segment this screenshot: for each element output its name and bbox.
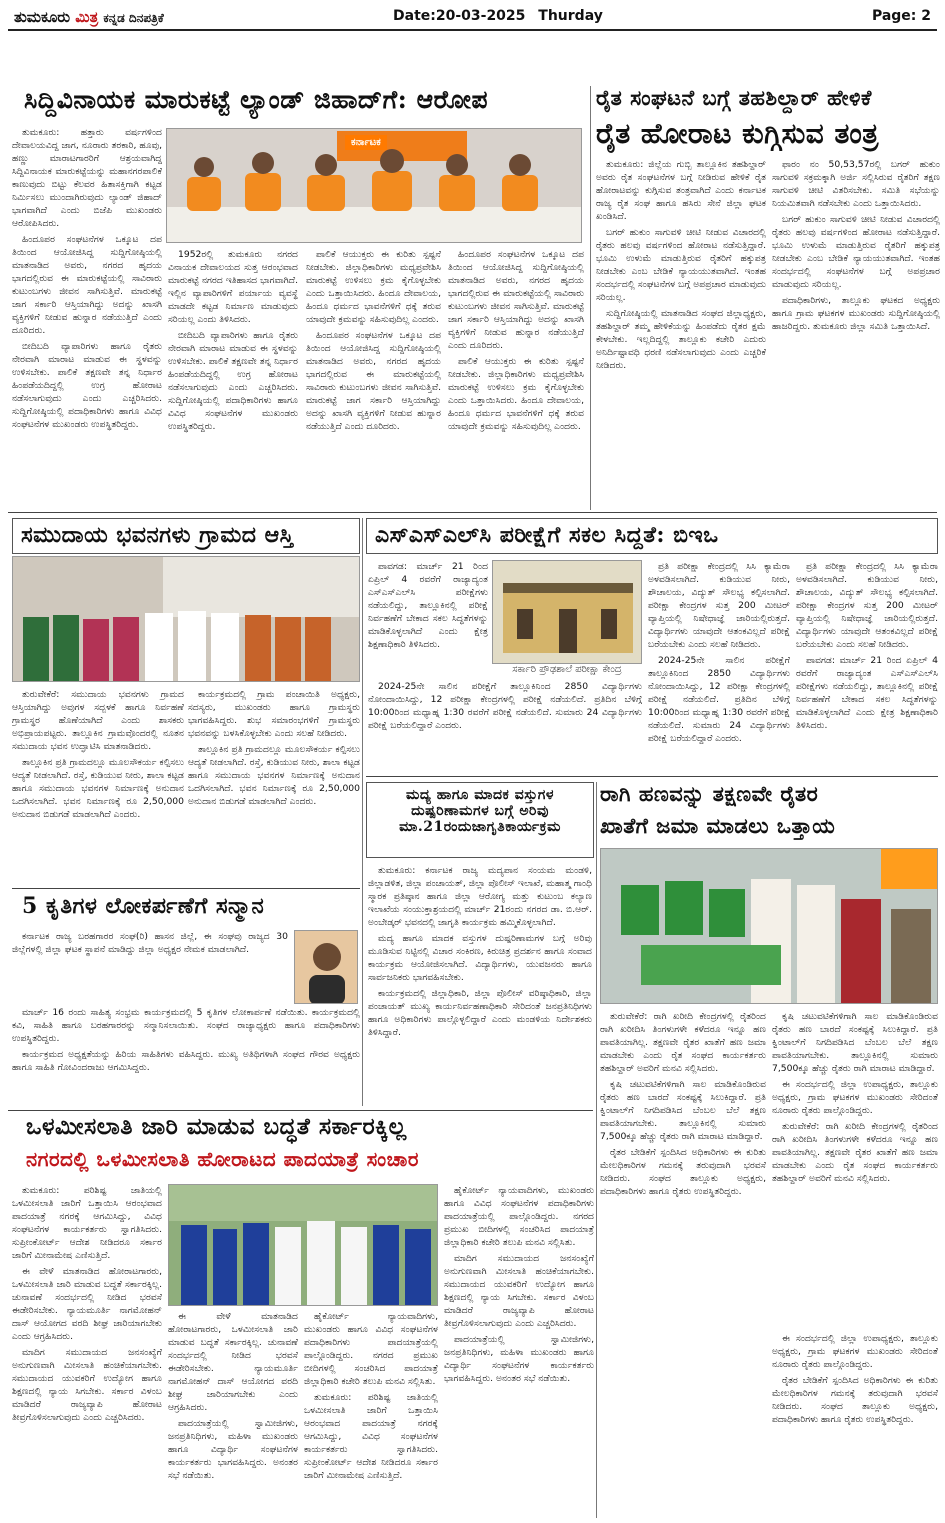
paragraph: ಬೀದಿಬದಿ ವ್ಯಾಪಾರಿಗಳು ಹಾಗೂ ರೈತರು ನೇರವಾಗಿ ಮಾರಾಟ ಮಾಡುವ ಈ ಸ್ಥಳವನ್ನು ಉಳಿಸಬೇಕು. ಪಾಲಿಕೆ ತಕ್ಷಣವೇ ತನ್ನ ನಿರ್ಧಾರ ಹಿಂಪಡೆಯದಿದ್ದಲ್ಲಿ ಉಗ್ರ ಹೋರಾಟ ನಡೆಸಲಾಗುವುದು ಎಂದು ಎಚ್ಚರಿಸಿದರು. ಸುದ್ದಿಗೋಷ್ಠಿಯಲ್ಲಿ ಪದಾಧಿಕಾರಿಗಳು ಹಾಗೂ ವಿವಿಧ ಸಂಘಟನೆಗಳ ಮುಖಂಡರು ಉಪಸ್ಥಿತರಿದ್ದರು. <box>12 341 162 430</box>
headline-sslc: ಎಸ್‌ಎಸ್‌ಎಲ್‌ಸಿ ಪರೀಕ್ಷೆಗೆ ಸಕಲ ಸಿದ್ದತೆ: ಬಿಇಒ <box>366 518 938 554</box>
article-reservation-col2 <box>168 1310 298 1518</box>
paragraph: ಈ ವೇಳೆ ಮಾತನಾಡಿದ ಹೋರಾಟಗಾರರು, ಒಳಮೀಸಲಾತಿ ಜಾರಿ ಮಾಡುವ ಬದ್ಧತೆ ಸರ್ಕಾರಕ್ಕಿಲ್ಲ. ಚುನಾವಣೆ ಸಂದರ್ಭದಲ್ಲಿ ನೀಡಿದ ಭರವಸೆ ಈಡೇರಿಸಬೇಕು. ನ್ಯಾಯಮೂರ್ತಿ ನಾಗಮೋಹನ್ ದಾಸ್ ಆಯೋಗದ ವರದಿ ಶೀಘ್ರ ಜಾರಿಯಾಗಬೇಕು ಎಂದು ಆಗ್ರಹಿಸಿದರು. <box>168 1311 298 1413</box>
day-label: Thurday <box>538 8 603 24</box>
page-number: Page: 2 <box>871 8 931 24</box>
top-rule <box>8 29 937 31</box>
dateline <box>393 8 603 24</box>
photo-banner: ಕರ್ನಾಟಕ <box>345 135 387 150</box>
press-meet-photo <box>166 128 582 243</box>
article-sslc-col4 <box>796 560 938 772</box>
article-reservation-col3 <box>304 1310 438 1518</box>
section-rule <box>8 1110 593 1111</box>
article-land-jihad-col3 <box>306 248 441 510</box>
paragraph: ತುಮಕೂರು: ಹತ್ತಾರು ವರ್ಷಗಳಿಂದ ದೇವಾಲಯವಿದ್ದ ಜಾಗ, ನೂರಾರು ತರಕಾರಿ, ಹೂವು, ಹಣ್ಣು ಮಾರಾಟಗಾರರಿಗೆ ಆಶ್ರಯವಾಗಿದ್ದ ಸಿದ್ದಿವಿನಾಯಕ ಮಾರುಕಟ್ಟೆಯನ್ನು ಮಹಾನಗರಪಾಲಿಕೆ ಕಾಣುವುದು ಬಿಟ್ಟು ಕೆಲವರ ಹಿತಾಸಕ್ತಿಗಾಗಿ ಕಟ್ಟಡ ನಿರ್ಮಿಸಲು ಮುಂದಾಗಿರುವುದು ಲ್ಯಾಂಡ್ ಜಿಹಾದ್ ಭಾಗವಾಗಿದೆ ಎಂದು ಬಿಜೆಪಿ ಮುಖಂಡರು ಆರೋಪಿಸಿದರು. <box>12 127 162 229</box>
article-ragi-col1 <box>600 1010 766 1328</box>
article-books-release-body <box>12 1006 360 1106</box>
date-label: Date:20-03-2025 <box>393 8 526 24</box>
brand-accent: ಮಿತ್ರ <box>75 8 99 26</box>
paragraph: ಕಾರ್ಯಕ್ರಮದಲ್ಲಿ ಜಿಲ್ಲಾಧಿಕಾರಿ, ಜಿಲ್ಲಾ ಪೊಲೀಸ್ ವರಿಷ್ಠಾಧಿಕಾರಿ, ಜಿಲ್ಲಾ ಪಂಚಾಯತ್ ಮುಖ್ಯ ಕಾರ್ಯನಿರ್ವಹಣಾಧಿಕಾರಿ ಸೇರಿದಂತೆ ಜನಪ್ರತಿನಿಧಿಗಳು ಹಾಗೂ ಅಧಿಕಾರಿಗಳು ಪಾಲ್ಗೊಳ್ಳಲಿದ್ದಾರೆ ಎಂದು ಮಂಡಳಿಯ ನಿರ್ದೇಶಕರು ತಿಳಿಸಿದ್ದಾರೆ. <box>368 988 592 1038</box>
paragraph: ರೈತರ ಬೇಡಿಕೆಗೆ ಸ್ಪಂದಿಸಿದ ಅಧಿಕಾರಿಗಳು ಈ ಕುರಿತು ಮೇಲಧಿಕಾರಿಗಳ ಗಮನಕ್ಕೆ ತರುವುದಾಗಿ ಭರವಸೆ ನೀಡಿದರು. ಸಂಘದ ತಾಲ್ಲೂಕು ಅಧ್ಯಕ್ಷರು, ಪದಾಧಿಕಾರಿಗಳು ಹಾಗೂ ರೈತರು ಉಪಸ್ಥಿತರಿದ್ದರು. <box>772 1375 938 1425</box>
paragraph: 2024-25ನೇ ಸಾಲಿನ ಪರೀಕ್ಷೆಗೆ ತಾಲ್ಲೂಕಿನಿಂದ 2850 ವಿದ್ಯಾರ್ಥಿಗಳು ನೋಂದಾಯಿಸಿದ್ದು, 12 ಪರೀಕ್ಷಾ ಕೇಂದ್ರಗಳಲ್ಲಿ ಪರೀಕ್ಷೆ ನಡೆಯಲಿದೆ. ಪ್ರತಿದಿನ ಬೆಳಿಗ್ಗೆ 10:00ರಿಂದ ಮಧ್ಯಾಹ್ನ 1:30 ರವರೆಗೆ ಪರೀಕ್ಷೆ ನಡೆಯಲಿದೆ. ಸುಮಾರು 24 ವಿದ್ಯಾರ್ಥಿಗಳು ಪರೀಕ್ಷೆ ಬರೆಯಲಿದ್ದಾರೆ ಎಂದರು. <box>648 655 790 744</box>
protest-illustration <box>601 849 938 1004</box>
ragi-protest-photo <box>600 848 938 1004</box>
alcohol-awareness-headline-box <box>366 782 594 858</box>
paragraph: ಮಾದಿಗ ಸಮುದಾಯದ ಜನಸಂಖ್ಯೆಗೆ ಅನುಗುಣವಾಗಿ ಮೀಸಲಾತಿ ಹಂಚಿಕೆಯಾಗಬೇಕು. ಸಮುದಾಯದ ಯುವಕರಿಗೆ ಉದ್ಯೋಗ ಹಾಗೂ ಶಿಕ್ಷಣದಲ್ಲಿ ನ್ಯಾಯ ಸಿಗಬೇಕು. ಸರ್ಕಾರ ವಿಳಂಬ ಮಾಡಿದರೆ ರಾಜ್ಯವ್ಯಾಪಿ ಹೋರಾಟ ತೀವ್ರಗೊಳಿಸಲಾಗುವುದು ಎಂದು ಎಚ್ಚರಿಸಿದರು. <box>12 1347 162 1423</box>
school-photo-caption: ಸರ್ಕಾರಿ ಪ್ರೌಢಶಾಲೆ ಪರೀಕ್ಷಾ ಕೇಂದ್ರ <box>512 664 622 675</box>
headline-alcohol-line2: ದುಷ್ಪರಿಣಾಮಗಳ ಬಗ್ಗೆ ಅರಿವು <box>411 803 549 820</box>
headline-alcohol-line3: ಮಾ.21ರಂದುಜಾಗೃತಿಕಾರ್ಯಕ್ರಮ <box>399 819 561 836</box>
article-sslc-col1 <box>368 560 488 664</box>
paragraph: ಬೀದಿಬದಿ ವ್ಯಾಪಾರಿಗಳು ಹಾಗೂ ರೈತರು ನೇರವಾಗಿ ಮಾರಾಟ ಮಾಡುವ ಈ ಸ್ಥಳವನ್ನು ಉಳಿಸಬೇಕು. ಪಾಲಿಕೆ ತಕ್ಷಣವೇ ತನ್ನ ನಿರ್ಧಾರ ಹಿಂಪಡೆಯದಿದ್ದಲ್ಲಿ ಉಗ್ರ ಹೋರಾಟ ನಡೆಸಲಾಗುವುದು ಎಂದು ಎಚ್ಚರಿಸಿದರು. ಸುದ್ದಿಗೋಷ್ಠಿಯಲ್ಲಿ ಪದಾಧಿಕಾರಿಗಳು ಹಾಗೂ ವಿವಿಧ ಸಂಘಟನೆಗಳ ಮುಖಂಡರು ಉಪಸ್ಥಿತರಿದ್ದರು. <box>168 330 298 432</box>
article-farmer-union-col2 <box>772 158 940 510</box>
paragraph: ಪಾಲಿಕೆ ಆಯುಕ್ತರು ಈ ಕುರಿತು ಸ್ಪಷ್ಟನೆ ನೀಡಬೇಕು. ಜಿಲ್ಲಾಧಿಕಾರಿಗಳು ಮಧ್ಯಪ್ರವೇಶಿಸಿ ಮಾರುಕಟ್ಟೆ ಉಳಿಸಲು ಕ್ರಮ ಕೈಗೊಳ್ಳಬೇಕು ಎಂದು ಒತ್ತಾಯಿಸಿದರು. ಹಿಂದೂ ದೇವಾಲಯ, ಹಿಂದೂ ಧರ್ಮದ ಭಾವನೆಗಳಿಗೆ ಧಕ್ಕೆ ತರುವ ಯಾವುದೇ ಕ್ರಮವನ್ನು ಸಹಿಸುವುದಿಲ್ಲ ಎಂದರು. <box>448 356 584 432</box>
paragraph: ಕೃಷಿ ಚಟುವಟಿಕೆಗಳಿಗಾಗಿ ಸಾಲ ಮಾಡಿಕೊಂಡಿರುವ ರೈತರು ಹಣ ಬಾರದೆ ಸಂಕಷ್ಟಕ್ಕೆ ಸಿಲುಕಿದ್ದಾರೆ. ಪ್ರತಿ ಕ್ವಿಂಟಾಲ್‌ಗೆ ನಿಗದಿಪಡಿಸಿದ ಬೆಂಬಲ ಬೆಲೆ ತಕ್ಷಣ ಪಾವತಿಯಾಗಬೇಕು. ತಾಲ್ಲೂಕಿನಲ್ಲಿ ಸುಮಾರು 7,500ಕ್ಕೂ ಹೆಚ್ಚು ರೈತರು ರಾಗಿ ಮಾರಾಟ ಮಾಡಿದ್ದಾರೆ. <box>772 1011 938 1074</box>
article-ragi-col2b <box>772 1332 938 1518</box>
paragraph: ಬಗರ್ ಹುಕುಂ ಸಾಗುವಳಿ ಚೀಟಿ ನೀಡುವ ವಿಚಾರದಲ್ಲಿ ರೈತರು ಹಲವು ವರ್ಷಗಳಿಂದ ಹೋರಾಟ ನಡೆಸುತ್ತಿದ್ದಾರೆ. ಭೂಮಿ ಉಳುಮೆ ಮಾಡುತ್ತಿರುವ ರೈತರಿಗೆ ಹಕ್ಕುಪತ್ರ ನೀಡಬೇಕು ಎಂಬ ಬೇಡಿಕೆ ನ್ಯಾಯಯುತವಾಗಿದೆ. ಇಂತಹ ಸಂದರ್ಭದಲ್ಲಿ ಸಂಘಟನೆಗಳ ಬಗ್ಗೆ ಅಪಪ್ರಚಾರ ಮಾಡುವುದು ಸರಿಯಲ್ಲ. <box>772 214 940 290</box>
paragraph: ಮಾದಿಗ ಸಮುದಾಯದ ಜನಸಂಖ್ಯೆಗೆ ಅನುಗುಣವಾಗಿ ಮೀಸಲಾತಿ ಹಂಚಿಕೆಯಾಗಬೇಕು. ಸಮುದಾಯದ ಯುವಕರಿಗೆ ಉದ್ಯೋಗ ಹಾಗೂ ಶಿಕ್ಷಣದಲ್ಲಿ ನ್ಯಾಯ ಸಿಗಬೇಕು. ಸರ್ಕಾರ ವಿಳಂಬ ಮಾಡಿದರೆ ರಾಜ್ಯವ್ಯಾಪಿ ಹೋರಾಟ ತೀವ್ರಗೊಳಿಸಲಾಗುವುದು ಎಂದು ಎಚ್ಚರಿಸಿದರು. <box>444 1253 594 1329</box>
headline-books-release: 5 ಕೃತಿಗಳ ಲೋಕರ್ಪಣೆಗೆ ಸನ್ಮಾನ <box>22 893 265 919</box>
brand-subtitle: ಕನ್ನಡ ದಿನಪತ್ರಿಕೆ <box>103 11 164 25</box>
paragraph: 2024-25ನೇ ಸಾಲಿನ ಪರೀಕ್ಷೆಗೆ ತಾಲ್ಲೂಕಿನಿಂದ 2850 ವಿದ್ಯಾರ್ಥಿಗಳು ನೋಂದಾಯಿಸಿದ್ದು, 12 ಪರೀಕ್ಷಾ ಕೇಂದ್ರಗಳಲ್ಲಿ ಪರೀಕ್ಷೆ ನಡೆಯಲಿದೆ. ಪ್ರತಿದಿನ ಬೆಳಿಗ್ಗೆ 10:00ರಿಂದ ಮಧ್ಯಾಹ್ನ 1:30 ರವರೆಗೆ ಪರೀಕ್ಷೆ ನಡೆಯಲಿದೆ. ಸುಮಾರು 24 ವಿದ್ಯಾರ್ಥಿಗಳು ಪರೀಕ್ಷೆ ಬರೆಯಲಿದ್ದಾರೆ ಎಂದರು. <box>368 681 642 731</box>
paragraph: ರೈತರ ಬೇಡಿಕೆಗೆ ಸ್ಪಂದಿಸಿದ ಅಧಿಕಾರಿಗಳು ಈ ಕುರಿತು ಮೇಲಧಿಕಾರಿಗಳ ಗಮನಕ್ಕೆ ತರುವುದಾಗಿ ಭರವಸೆ ನೀಡಿದರು. ಸಂಘದ ತಾಲ್ಲೂಕು ಅಧ್ಯಕ್ಷರು, ಪದಾಧಿಕಾರಿಗಳು ಹಾಗೂ ರೈತರು ಉಪಸ್ಥಿತರಿದ್ದರು. <box>600 1147 766 1197</box>
paragraph: ಈ ವೇಳೆ ಮಾತನಾಡಿದ ಹೋರಾಟಗಾರರು, ಒಳಮೀಸಲಾತಿ ಜಾರಿ ಮಾಡುವ ಬದ್ಧತೆ ಸರ್ಕಾರಕ್ಕಿಲ್ಲ. ಚುನಾವಣೆ ಸಂದರ್ಭದಲ್ಲಿ ನೀಡಿದ ಭರವಸೆ ಈಡೇರಿಸಬೇಕು. ನ್ಯಾಯಮೂರ್ತಿ ನಾಗಮೋಹನ್ ದಾಸ್ ಆಯೋಗದ ವರದಿ ಶೀಘ್ರ ಜಾರಿಯಾಗಬೇಕು ಎಂದು ಆಗ್ರಹಿಸಿದರು. <box>12 1266 162 1342</box>
article-alcohol-awareness <box>368 864 592 1104</box>
brand-main: ತುಮಕೂರು <box>14 8 71 26</box>
paragraph: ಈ ಸಂದರ್ಭದಲ್ಲಿ ಜಿಲ್ಲಾ ಉಪಾಧ್ಯಕ್ಷರು, ತಾಲ್ಲೂಕು ಅಧ್ಯಕ್ಷರು, ಗ್ರಾಮ ಘಟಕಗಳ ಮುಖಂಡರು ಸೇರಿದಂತೆ ನೂರಾರು ರೈತರು ಪಾಲ್ಗೊಂಡಿದ್ದರು. <box>772 1079 938 1116</box>
paragraph: ಕರ್ನಾಟಕ ರಾಜ್ಯ ಬರಹಗಾರರ ಸಂಘ(ರಿ) ಹಾಸನ ಜಿಲ್ಲೆ, ಈ ಸಂಘವು ರಾಜ್ಯದ 30 ಜಿಲ್ಲೆಗಳಲ್ಲಿ ಜಿಲ್ಲಾ ಘಟಕ ಸ್ಥಾಪನೆ ಮಾಡಿದ್ದು ಜಿಲ್ಲಾ ಅಧ್ಯಕ್ಷರ ನೇಮಕ ಮಾಡಲಾಗಿದೆ. <box>12 931 288 955</box>
paragraph: ತಾಲ್ಲೂಕಿನ ಪ್ರತಿ ಗ್ರಾಮದಲ್ಲೂ ಮೂಲಸೌಕರ್ಯ ಕಲ್ಪಿಸಲು ಆದ್ಯತೆ ನೀಡಲಾಗಿದೆ. ರಸ್ತೆ, ಕುಡಿಯುವ ನೀರು, ಶಾಲಾ ಕಟ್ಟಡ ಹಾಗೂ ಸಮುದಾಯ ಭವನಗಳ ನಿರ್ಮಾಣಕ್ಕೆ ಅನುದಾನ ಒದಗಿಸಲಾಗಿದೆ. ಭವನ ನಿರ್ಮಾಣಕ್ಕೆ ರೂ 2,50,000 ಅನುದಾನ ಬಿಡುಗಡೆ ಮಾಡಲಾಗಿದೆ ಎಂದರು. <box>12 757 184 820</box>
section-rule <box>12 888 360 889</box>
section-rule <box>366 776 938 777</box>
article-land-jihad-col1 <box>12 126 162 510</box>
headline-land-jihad: ಸಿದ್ದಿವಿನಾಯಕ ಮಾರುಕಟ್ಟೆ ಲ್ಯಾಂಡ್ ಜಿಹಾದ್‌ಗೆ: ಆರೋಪ <box>24 85 489 114</box>
headline-farmer-union-line1: ರೈತ ಸಂಘಟನೆ ಬಗ್ಗೆ ತಹಶಿಲ್ದಾರ್ ಹೇಳಿಕೆ <box>596 85 872 110</box>
article-farmer-union-col1 <box>596 158 766 510</box>
group-photo-illustration <box>13 557 360 682</box>
paragraph: ತುಮಕೂರು: ಕರ್ನಾಟಕ ರಾಜ್ಯ ಮದ್ಯಪಾನ ಸಂಯಮ ಮಂಡಳಿ, ಜಿಲ್ಲಾಡಳಿತ, ಜಿಲ್ಲಾ ಪಂಚಾಯತ್, ಜಿಲ್ಲಾ ಪೊಲೀಸ್ ಇಲಾಖೆ, ಮಹಾತ್ಮ ಗಾಂಧಿ ಸ್ಮಾರಕ ಪ್ರತಿಷ್ಠಾನ ಹಾಗೂ ಜಿಲ್ಲಾ ಆರೋಗ್ಯ ಮತ್ತು ಕುಟುಂಬ ಕಲ್ಯಾಣ ಇಲಾಖೆಯ ಸಂಯುಕ್ತಾಶ್ರಯದಲ್ಲಿ ಮಾರ್ಚ್ 21ರಂದು ನಗರದ ಡಾ. ಬಿ.ಆರ್. ಅಂಬೇಡ್ಕರ್ ಭವನದಲ್ಲಿ ಜಾಗೃತಿ ಕಾರ್ಯಕ್ರಮ ಹಮ್ಮಿಕೊಳ್ಳಲಾಗಿದೆ. <box>368 865 592 928</box>
masthead <box>0 0 945 82</box>
community-hall-photo <box>12 556 360 682</box>
paragraph: ಈ ಸಂದರ್ಭದಲ್ಲಿ ಜಿಲ್ಲಾ ಉಪಾಧ್ಯಕ್ಷರು, ತಾಲ್ಲೂಕು ಅಧ್ಯಕ್ಷರು, ಗ್ರಾಮ ಘಟಕಗಳ ಮುಖಂಡರು ಸೇರಿದಂತೆ ನೂರಾರು ರೈತರು ಪಾಲ್ಗೊಂಡಿದ್ದರು. <box>772 1333 938 1370</box>
article-community-hall-col1 <box>12 688 184 884</box>
padayatra-photo <box>168 1184 438 1306</box>
paragraph: ಹಿಂದೂಪರ ಸಂಘಟನೆಗಳ ಒಕ್ಕೂಟ ದಪ ತಿಯಿಂದ ಆಯೋಜಿಸಿದ್ದ ಸುದ್ದಿಗೋಷ್ಠಿಯಲ್ಲಿ ಮಾತನಾಡಿದ ಅವರು, ನಗರದ ಹೃದಯ ಭಾಗದಲ್ಲಿರುವ ಈ ಮಾರುಕಟ್ಟೆಯಲ್ಲಿ ಸಾವಿರಾರು ಕುಟುಂಬಗಳು ಜೀವನ ಸಾಗಿಸುತ್ತಿವೆ. ಮಾರುಕಟ್ಟೆ ಜಾಗ ಸರ್ಕಾರಿ ಆಸ್ತಿಯಾಗಿದ್ದು ಅದನ್ನು ಖಾಸಗಿ ವ್ಯಕ್ತಿಗಳಿಗೆ ನೀಡುವ ಹುನ್ನಾರ ನಡೆಯುತ್ತಿದೆ ಎಂದು ದೂರಿದರು. <box>12 234 162 336</box>
paragraph: ಬಗರ್ ಹುಕುಂ ಸಾಗುವಳಿ ಚೀಟಿ ನೀಡುವ ವಿಚಾರದಲ್ಲಿ ರೈತರು ಹಲವು ವರ್ಷಗಳಿಂದ ಹೋರಾಟ ನಡೆಸುತ್ತಿದ್ದಾರೆ. ಭೂಮಿ ಉಳುಮೆ ಮಾಡುತ್ತಿರುವ ರೈತರಿಗೆ ಹಕ್ಕುಪತ್ರ ನೀಡಬೇಕು ಎಂಬ ಬೇಡಿಕೆ ನ್ಯಾಯಯುತವಾಗಿದೆ. ಇಂತಹ ಸಂದರ್ಭದಲ್ಲಿ ಸಂಘಟನೆಗಳ ಬಗ್ಗೆ ಅಪಪ್ರಚಾರ ಮಾಡುವುದು ಸರಿಯಲ್ಲ. <box>596 227 766 303</box>
author-portrait-illustration <box>295 931 358 1004</box>
paragraph: ಪ್ರತಿ ಪರೀಕ್ಷಾ ಕೇಂದ್ರದಲ್ಲಿ ಸಿಸಿ ಕ್ಯಾಮೆರಾ ಅಳವಡಿಸಲಾಗಿದೆ. ಕುಡಿಯುವ ನೀರು, ಶೌಚಾಲಯ, ವಿದ್ಯುತ್ ಸೌಲಭ್ಯ ಕಲ್ಪಿಸಲಾಗಿದೆ. ಪರೀಕ್ಷಾ ಕೇಂದ್ರಗಳ ಸುತ್ತ 200 ಮೀಟರ್ ವ್ಯಾಪ್ತಿಯಲ್ಲಿ ನಿಷೇಧಾಜ್ಞೆ ಜಾರಿಯಲ್ಲಿರುತ್ತದೆ. ವಿದ್ಯಾರ್ಥಿಗಳು ಯಾವುದೇ ಆತಂಕವಿಲ್ಲದೆ ಪರೀಕ್ಷೆ ಬರೆಯಬೇಕು ಎಂದು ಸಲಹೆ ನೀಡಿದರು. <box>796 561 938 650</box>
paragraph: ಮದ್ಯ ಹಾಗೂ ಮಾದಕ ವಸ್ತುಗಳ ದುಷ್ಪರಿಣಾಮಗಳ ಬಗ್ಗೆ ಅರಿವು ಮೂಡಿಸುವ ನಿಟ್ಟಿನಲ್ಲಿ ವಿಚಾರ ಸಂಕಿರಣ, ಕಿರುಚಿತ್ರ ಪ್ರದರ್ಶನ ಹಾಗೂ ಸಂವಾದ ಕಾರ್ಯಕ್ರಮ ಆಯೋಜಿಸಲಾಗಿದೆ. ವಿದ್ಯಾರ್ಥಿಗಳು, ಯುವಜನರು ಹಾಗೂ ಸಾರ್ವಜನಿಕರು ಭಾಗವಹಿಸಬೇಕು. <box>368 933 592 983</box>
headline-reservation-line2: ನಗರದಲ್ಲಿ ಒಳಮೀಸಲಾತಿ ಹೋರಾಟದ ಪಾದಯಾತ್ರೆ ಸಂಚಾರ <box>26 1147 419 1171</box>
paragraph: ಪಾದಯಾತ್ರೆಯಲ್ಲಿ ಸ್ವಾಮೀಜಿಗಳು, ಜನಪ್ರತಿನಿಧಿಗಳು, ಮಹಿಳಾ ಮುಖಂಡರು ಹಾಗೂ ವಿದ್ಯಾರ್ಥಿ ಸಂಘಟನೆಗಳ ಕಾರ್ಯಕರ್ತರು ಭಾಗವಹಿಸಿದ್ದರು. ಅನಂತರ ಸಭೆ ನಡೆಯಿತು. <box>168 1418 298 1481</box>
headline-reservation-line1: ಒಳಮೀಸಲಾತಿ ಜಾರಿ ಮಾಡುವ ಬದ್ಧತೆ ಸರ್ಕಾರಕ್ಕಿಲ್ಲ <box>26 1113 407 1140</box>
paragraph: ತುಮಕೂರು: ಪರಿಶಿಷ್ಟ ಜಾತಿಯಲ್ಲಿ ಒಳಮೀಸಲಾತಿ ಜಾರಿಗೆ ಒತ್ತಾಯಿಸಿ ಆರಂಭವಾದ ಪಾದಯಾತ್ರೆ ನಗರಕ್ಕೆ ಆಗಮಿಸಿದ್ದು, ವಿವಿಧ ಸಂಘಟನೆಗಳ ಕಾರ್ಯಕರ್ತರು ಸ್ವಾಗತಿಸಿದರು. ಸುಪ್ರೀಂಕೋರ್ಟ್ ಆದೇಶ ನೀಡಿದರೂ ಸರ್ಕಾರ ಜಾರಿಗೆ ಮೀನಾಮೇಷ ಎಣಿಸುತ್ತಿದೆ. <box>12 1185 162 1261</box>
paragraph: ಹಿಂದೂಪರ ಸಂಘಟನೆಗಳ ಒಕ್ಕೂಟ ದಪ ತಿಯಿಂದ ಆಯೋಜಿಸಿದ್ದ ಸುದ್ದಿಗೋಷ್ಠಿಯಲ್ಲಿ ಮಾತನಾಡಿದ ಅವರು, ನಗರದ ಹೃದಯ ಭಾಗದಲ್ಲಿರುವ ಈ ಮಾರುಕಟ್ಟೆಯಲ್ಲಿ ಸಾವಿರಾರು ಕುಟುಂಬಗಳು ಜೀವನ ಸಾಗಿಸುತ್ತಿವೆ. ಮಾರುಕಟ್ಟೆ ಜಾಗ ಸರ್ಕಾರಿ ಆಸ್ತಿಯಾಗಿದ್ದು ಅದನ್ನು ಖಾಸಗಿ ವ್ಯಕ್ತಿಗಳಿಗೆ ನೀಡುವ ಹುನ್ನಾರ ನಡೆಯುತ್ತಿದೆ ಎಂದು ದೂರಿದರು. <box>448 249 584 351</box>
headline-ragi-line1: ರಾಗಿ ಹಣವನ್ನು ತಕ್ಷಣವೇ ರೈತರ <box>600 781 819 806</box>
school-building-illustration <box>493 561 642 664</box>
article-books-release-lead <box>12 930 288 1004</box>
headline-community-hall: ಸಮುದಾಯ ಭವನಗಳು ಗ್ರಾಮದ ಆಸ್ತಿ <box>12 518 360 554</box>
paragraph: ಫಾರಂ ನಂ 50,53,57ರಲ್ಲಿ ಬಗರ್ ಹುಕುಂ ಸಾಗುವಳಿ ಸಕ್ರಮಕ್ಕಾಗಿ ಅರ್ಜಿ ಸಲ್ಲಿಸಿರುವ ರೈತರಿಗೆ ತಕ್ಷಣ ಸಾಗುವಳಿ ಚೀಟಿ ವಿತರಿಸಬೇಕು. ಸಮಿತಿ ಸಭೆಯನ್ನು ನಿಯಮಿತವಾಗಿ ನಡೆಸಬೇಕು ಎಂದು ಒತ್ತಾಯಿಸಿದರು. <box>772 159 940 209</box>
paragraph: ತುಮಕೂರು: ಪರಿಶಿಷ್ಟ ಜಾತಿಯಲ್ಲಿ ಒಳಮೀಸಲಾತಿ ಜಾರಿಗೆ ಒತ್ತಾಯಿಸಿ ಆರಂಭವಾದ ಪಾದಯಾತ್ರೆ ನಗರಕ್ಕೆ ಆಗಮಿಸಿದ್ದು, ವಿವಿಧ ಸಂಘಟನೆಗಳ ಕಾರ್ಯಕರ್ತರು ಸ್ವಾಗತಿಸಿದರು. ಸುಪ್ರೀಂಕೋರ್ಟ್ ಆದೇಶ ನೀಡಿದರೂ ಸರ್ಕಾರ ಜಾರಿಗೆ ಮೀನಾಮೇಷ ಎಣಿಸುತ್ತಿದೆ. <box>304 1392 438 1481</box>
paragraph: ಹೈಕೋರ್ಟ್ ನ್ಯಾಯವಾದಿಗಳು, ಮುಖಂಡರು ಹಾಗೂ ವಿವಿಧ ಸಂಘಟನೆಗಳ ಪದಾಧಿಕಾರಿಗಳು ಪಾದಯಾತ್ರೆಯಲ್ಲಿ ಪಾಲ್ಗೊಂಡಿದ್ದರು. ನಗರದ ಪ್ರಮುಖ ಬೀದಿಗಳಲ್ಲಿ ಸಂಚರಿಸಿದ ಪಾದಯಾತ್ರೆ ಜಿಲ್ಲಾಧಿಕಾರಿ ಕಚೇರಿ ತಲುಪಿ ಮನವಿ ಸಲ್ಲಿಸಿತು. <box>304 1311 438 1387</box>
column-rule <box>590 86 591 510</box>
paragraph: ಪಾದಯಾತ್ರೆಯಲ್ಲಿ ಸ್ವಾಮೀಜಿಗಳು, ಜನಪ್ರತಿನಿಧಿಗಳು, ಮಹಿಳಾ ಮುಖಂಡರು ಹಾಗೂ ವಿದ್ಯಾರ್ಥಿ ಸಂಘಟನೆಗಳ ಕಾರ್ಯಕರ್ತರು ಭಾಗವಹಿಸಿದ್ದರು. ಅನಂತರ ಸಭೆ ನಡೆಯಿತು. <box>444 1334 594 1384</box>
paragraph: ಕಾರ್ಯಕ್ರಮದ ಅಧ್ಯಕ್ಷತೆಯನ್ನು ಹಿರಿಯ ಸಾಹಿತಿಗಳು ವಹಿಸಿದ್ದರು. ಮುಖ್ಯ ಅತಿಥಿಗಳಾಗಿ ಸಂಘದ ಗೌರವ ಅಧ್ಯಕ್ಷರು ಹಾಗೂ ಸಾಹಿತಿ ಗೋವಿಂದರಾಜು ಆಗಮಿಸಿದ್ದರು. <box>12 1049 360 1073</box>
article-reservation-col1 <box>12 1184 162 1518</box>
column-rule <box>596 782 597 1518</box>
paragraph: ತುರುವೇಕೆರೆ: ಸಮುದಾಯ ಭವನಗಳು ಗ್ರಾಮದ ಆಸ್ತಿಯಾಗಿದ್ದು ಅವುಗಳ ಸದ್ಬಳಕೆ ಹಾಗೂ ನಿರ್ವಹಣೆ ಗ್ರಾಮಸ್ಥರ ಹೊಣೆಯಾಗಿದೆ ಎಂದು ಶಾಸಕರು ಅಭಿಪ್ರಾಯಪಟ್ಟರು. ತಾಲ್ಲೂಕಿನ ಗ್ರಾಮವೊಂದರಲ್ಲಿ ನೂತನ ಸಮುದಾಯ ಭವನ ಉದ್ಘಾಟಿಸಿ ಮಾತನಾಡಿದರು. <box>12 689 184 752</box>
paragraph: ಹಿಂದೂಪರ ಸಂಘಟನೆಗಳ ಒಕ್ಕೂಟ ದಪ ತಿಯಿಂದ ಆಯೋಜಿಸಿದ್ದ ಸುದ್ದಿಗೋಷ್ಠಿಯಲ್ಲಿ ಮಾತನಾಡಿದ ಅವರು, ನಗರದ ಹೃದಯ ಭಾಗದಲ್ಲಿರುವ ಈ ಮಾರುಕಟ್ಟೆಯಲ್ಲಿ ಸಾವಿರಾರು ಕುಟುಂಬಗಳು ಜೀವನ ಸಾಗಿಸುತ್ತಿವೆ. ಮಾರುಕಟ್ಟೆ ಜಾಗ ಸರ್ಕಾರಿ ಆಸ್ತಿಯಾಗಿದ್ದು ಅದನ್ನು ಖಾಸಗಿ ವ್ಯಕ್ತಿಗಳಿಗೆ ನೀಡುವ ಹುನ್ನಾರ ನಡೆಯುತ್ತಿದೆ ಎಂದು ದೂರಿದರು. <box>306 330 441 432</box>
paragraph: 1952ರಲ್ಲಿ ತುಮಕೂರು ನಗರದ ವಿನಾಯಕ ದೇವಾಲಯದ ಸುತ್ತ ಆರಂಭವಾದ ಮಾರುಕಟ್ಟೆ ನಗರದ ಇತಿಹಾಸದ ಭಾಗವಾಗಿದೆ. ಇಲ್ಲಿನ ವ್ಯಾಪಾರಿಗಳಿಗೆ ಪರ್ಯಾಯ ವ್ಯವಸ್ಥೆ ಮಾಡದೇ ಕಟ್ಟಡ ನಿರ್ಮಾಣ ಮಾಡುವುದು ಸರಿಯಲ್ಲ ಎಂದು ತಿಳಿಸಿದರು. <box>168 249 298 325</box>
paragraph: ಪಾಲಿಕೆ ಆಯುಕ್ತರು ಈ ಕುರಿತು ಸ್ಪಷ್ಟನೆ ನೀಡಬೇಕು. ಜಿಲ್ಲಾಧಿಕಾರಿಗಳು ಮಧ್ಯಪ್ರವೇಶಿಸಿ ಮಾರುಕಟ್ಟೆ ಉಳಿಸಲು ಕ್ರಮ ಕೈಗೊಳ್ಳಬೇಕು ಎಂದು ಒತ್ತಾಯಿಸಿದರು. ಹಿಂದೂ ದೇವಾಲಯ, ಹಿಂದೂ ಧರ್ಮದ ಭಾವನೆಗಳಿಗೆ ಧಕ್ಕೆ ತರುವ ಯಾವುದೇ ಕ್ರಮವನ್ನು ಸಹಿಸುವುದಿಲ್ಲ ಎಂದರು. <box>306 249 441 325</box>
article-ragi-col2 <box>772 1010 938 1328</box>
paragraph: ಸುದ್ದಿಗೋಷ್ಠಿಯಲ್ಲಿ ಮಾತನಾಡಿದ ಸಂಘದ ಜಿಲ್ಲಾಧ್ಯಕ್ಷರು, ತಹಶಿಲ್ದಾರ್ ತಮ್ಮ ಹೇಳಿಕೆಯನ್ನು ಹಿಂಪಡೆದು ರೈತರ ಕ್ಷಮೆ ಕೇಳಬೇಕು. ಇಲ್ಲದಿದ್ದಲ್ಲಿ ತಾಲ್ಲೂಕು ಕಚೇರಿ ಎದುರು ಅನಿರ್ದಿಷ್ಟಾವಧಿ ಧರಣಿ ನಡೆಸಲಾಗುವುದು ಎಂದು ಎಚ್ಚರಿಕೆ ನೀಡಿದರು. <box>596 308 766 371</box>
article-sslc-col3 <box>648 560 790 772</box>
paragraph: ತಾಲ್ಲೂಕಿನ ಪ್ರತಿ ಗ್ರಾಮದಲ್ಲೂ ಮೂಲಸೌಕರ್ಯ ಕಲ್ಪಿಸಲು ಆದ್ಯತೆ ನೀಡಲಾಗಿದೆ. ರಸ್ತೆ, ಕುಡಿಯುವ ನೀರು, ಶಾಲಾ ಕಟ್ಟಡ ಹಾಗೂ ಸಮುದಾಯ ಭವನಗಳ ನಿರ್ಮಾಣಕ್ಕೆ ಅನುದಾನ ಒದಗಿಸಲಾಗಿದೆ. ಭವನ ನಿರ್ಮಾಣಕ್ಕೆ ರೂ 2,50,000 ಅನುದಾನ ಬಿಡುಗಡೆ ಮಾಡಲಾಗಿದೆ ಎಂದರು. <box>188 744 360 807</box>
headline-alcohol-line1: ಮದ್ಯ ಹಾಗೂ ಮಾದಕ ವಸ್ತುಗಳ <box>406 787 554 803</box>
article-land-jihad-col4 <box>448 248 584 510</box>
school-photo <box>492 560 642 664</box>
padayatra-illustration <box>169 1185 438 1306</box>
section-rule <box>8 512 937 513</box>
author-portrait <box>294 930 358 1004</box>
article-community-hall-col2 <box>188 688 360 884</box>
article-land-jihad-col2 <box>168 248 298 510</box>
paragraph: ಪ್ರತಿ ಪರೀಕ್ಷಾ ಕೇಂದ್ರದಲ್ಲಿ ಸಿಸಿ ಕ್ಯಾಮೆರಾ ಅಳವಡಿಸಲಾಗಿದೆ. ಕುಡಿಯುವ ನೀರು, ಶೌಚಾಲಯ, ವಿದ್ಯುತ್ ಸೌಲಭ್ಯ ಕಲ್ಪಿಸಲಾಗಿದೆ. ಪರೀಕ್ಷಾ ಕೇಂದ್ರಗಳ ಸುತ್ತ 200 ಮೀಟರ್ ವ್ಯಾಪ್ತಿಯಲ್ಲಿ ನಿಷೇಧಾಜ್ಞೆ ಜಾರಿಯಲ್ಲಿರುತ್ತದೆ. ವಿದ್ಯಾರ್ಥಿಗಳು ಯಾವುದೇ ಆತಂಕವಿಲ್ಲದೆ ಪರೀಕ್ಷೆ ಬರೆಯಬೇಕು ಎಂದು ಸಲಹೆ ನೀಡಿದರು. <box>648 561 790 650</box>
paragraph: ಪದಾಧಿಕಾರಿಗಳು, ತಾಲ್ಲೂಕು ಘಟಕದ ಅಧ್ಯಕ್ಷರು ಹಾಗೂ ಗ್ರಾಮ ಘಟಕಗಳ ಮುಖಂಡರು ಸುದ್ದಿಗೋಷ್ಠಿಯಲ್ಲಿ ಹಾಜರಿದ್ದರು. ತುಮಕೂರು ಜಿಲ್ಲಾ ಸಮಿತಿ ಒತ್ತಾಯಿಸಿದೆ. <box>772 295 940 332</box>
paragraph: ಹೈಕೋರ್ಟ್ ನ್ಯಾಯವಾದಿಗಳು, ಮುಖಂಡರು ಹಾಗೂ ವಿವಿಧ ಸಂಘಟನೆಗಳ ಪದಾಧಿಕಾರಿಗಳು ಪಾದಯಾತ್ರೆಯಲ್ಲಿ ಪಾಲ್ಗೊಂಡಿದ್ದರು. ನಗರದ ಪ್ರಮುಖ ಬೀದಿಗಳಲ್ಲಿ ಸಂಚರಿಸಿದ ಪಾದಯಾತ್ರೆ ಜಿಲ್ಲಾಧಿಕಾರಿ ಕಚೇರಿ ತಲುಪಿ ಮನವಿ ಸಲ್ಲಿಸಿತು. <box>444 1185 594 1248</box>
paragraph: ಕೃಷಿ ಚಟುವಟಿಕೆಗಳಿಗಾಗಿ ಸಾಲ ಮಾಡಿಕೊಂಡಿರುವ ರೈತರು ಹಣ ಬಾರದೆ ಸಂಕಷ್ಟಕ್ಕೆ ಸಿಲುಕಿದ್ದಾರೆ. ಪ್ರತಿ ಕ್ವಿಂಟಾಲ್‌ಗೆ ನಿಗದಿಪಡಿಸಿದ ಬೆಂಬಲ ಬೆಲೆ ತಕ್ಷಣ ಪಾವತಿಯಾಗಬೇಕು. ತಾಲ್ಲೂಕಿನಲ್ಲಿ ಸುಮಾರು 7,500ಕ್ಕೂ ಹೆಚ್ಚು ರೈತರು ರಾಗಿ ಮಾರಾಟ ಮಾಡಿದ್ದಾರೆ. <box>600 1079 766 1142</box>
paragraph: ಪಾವಗಡ: ಮಾರ್ಚ್ 21 ರಿಂದ ಏಪ್ರಿಲ್ 4 ರವರೆಗೆ ರಾಜ್ಯಾದ್ಯಂತ ಎಸ್‌ಎಸ್‌ಎಲ್‌ಸಿ ಪರೀಕ್ಷೆಗಳು ನಡೆಯಲಿದ್ದು, ತಾಲ್ಲೂಕಿನಲ್ಲಿ ಪರೀಕ್ಷೆ ನಿರ್ವಹಣೆಗೆ ಬೇಕಾದ ಸಕಲ ಸಿದ್ಧತೆಗಳನ್ನು ಮಾಡಿಕೊಳ್ಳಲಾಗಿದೆ ಎಂದು ಕ್ಷೇತ್ರ ಶಿಕ್ಷಣಾಧಿಕಾರಿ ತಿಳಿಸಿದರು. <box>368 561 488 650</box>
paragraph: ಮಾರ್ಚ್ 16 ರಂದು ಸಾಹಿತ್ಯ ಸಂಭ್ರಮ ಕಾರ್ಯಕ್ರಮದಲ್ಲಿ 5 ಕೃತಿಗಳ ಲೋಕಾರ್ಪಣೆ ನಡೆಯಿತು. ಕಾರ್ಯಕ್ರಮದಲ್ಲಿ ಕವಿ, ಸಾಹಿತಿ ಹಾಗೂ ಬರಹಗಾರರನ್ನು ಸನ್ಮಾನಿಸಲಾಯಿತು. ಸಂಘದ ರಾಜ್ಯಾಧ್ಯಕ್ಷರು ಹಾಗೂ ಪದಾಧಿಕಾರಿಗಳು ಉಪಸ್ಥಿತರಿದ್ದರು. <box>12 1007 360 1044</box>
column-rule <box>362 518 363 1106</box>
headline-farmer-union-line2: ರೈತ ಹೋರಾಟ ಕುಗ್ಗಿಸುವ ತಂತ್ರ <box>596 117 879 150</box>
paragraph: ಪಾವಗಡ: ಮಾರ್ಚ್ 21 ರಿಂದ ಏಪ್ರಿಲ್ 4 ರವರೆಗೆ ರಾಜ್ಯಾದ್ಯಂತ ಎಸ್‌ಎಸ್‌ಎಲ್‌ಸಿ ಪರೀಕ್ಷೆಗಳು ನಡೆಯಲಿದ್ದು, ತಾಲ್ಲೂಕಿನಲ್ಲಿ ಪರೀಕ್ಷೆ ನಿರ್ವಹಣೆಗೆ ಬೇಕಾದ ಸಕಲ ಸಿದ್ಧತೆಗಳನ್ನು ಮಾಡಿಕೊಳ್ಳಲಾಗಿದೆ ಎಂದು ಕ್ಷೇತ್ರ ಶಿಕ್ಷಣಾಧಿಕಾರಿ ತಿಳಿಸಿದರು. <box>796 655 938 731</box>
paragraph: ತುಮಕೂರು: ಜಿಲ್ಲೆಯ ಗುಬ್ಬಿ ತಾಲ್ಲೂಕಿನ ತಹಶಿಲ್ದಾರ್ ಅವರು ರೈತ ಸಂಘಟನೆಗಳ ಬಗ್ಗೆ ನೀಡಿರುವ ಹೇಳಿಕೆ ರೈತ ಹೋರಾಟವನ್ನು ಕುಗ್ಗಿಸುವ ತಂತ್ರವಾಗಿದೆ ಎಂದು ಕರ್ನಾಟಕ ರಾಜ್ಯ ರೈತ ಸಂಘ ಹಾಗೂ ಹಸಿರು ಸೇನೆ ಜಿಲ್ಲಾ ಘಟಕ ಖಂಡಿಸಿದೆ. <box>596 159 766 222</box>
paragraph: ತುರುವೇಕೆರೆ: ರಾಗಿ ಖರೀದಿ ಕೇಂದ್ರಗಳಲ್ಲಿ ರೈತರಿಂದ ರಾಗಿ ಖರೀದಿಸಿ ತಿಂಗಳುಗಳೇ ಕಳೆದರೂ ಇನ್ನೂ ಹಣ ಪಾವತಿಯಾಗಿಲ್ಲ. ತಕ್ಷಣವೇ ರೈತರ ಖಾತೆಗೆ ಹಣ ಜಮಾ ಮಾಡಬೇಕು ಎಂದು ರೈತ ಸಂಘದ ಕಾರ್ಯಕರ್ತರು ತಹಶಿಲ್ದಾರ್ ಅವರಿಗೆ ಮನವಿ ಸಲ್ಲಿಸಿದರು. <box>772 1121 938 1184</box>
brand-logo <box>14 8 164 26</box>
article-sslc-col1b <box>368 680 642 772</box>
headline-ragi-line2: ಖಾತೆಗೆ ಜಮಾ ಮಾಡಲು ಒತ್ತಾಯ <box>600 813 836 838</box>
article-reservation-col4 <box>444 1184 594 1518</box>
paragraph: ಕಾರ್ಯಕ್ರಮದಲ್ಲಿ ಗ್ರಾಮ ಪಂಚಾಯಿತಿ ಅಧ್ಯಕ್ಷರು, ಸದಸ್ಯರು, ಮುಖಂಡರು ಹಾಗೂ ಗ್ರಾಮಸ್ಥರು ಭಾಗವಹಿಸಿದ್ದರು. ಶುಭ ಸಮಾರಂಭಗಳಿಗೆ ಗ್ರಾಮಸ್ಥರು ಭವನವನ್ನು ಬಳಸಿಕೊಳ್ಳಬೇಕು ಎಂದು ಸಲಹೆ ನೀಡಿದರು. <box>188 689 360 739</box>
paragraph: ತುರುವೇಕೆರೆ: ರಾಗಿ ಖರೀದಿ ಕೇಂದ್ರಗಳಲ್ಲಿ ರೈತರಿಂದ ರಾಗಿ ಖರೀದಿಸಿ ತಿಂಗಳುಗಳೇ ಕಳೆದರೂ ಇನ್ನೂ ಹಣ ಪಾವತಿಯಾಗಿಲ್ಲ. ತಕ್ಷಣವೇ ರೈತರ ಖಾತೆಗೆ ಹಣ ಜಮಾ ಮಾಡಬೇಕು ಎಂದು ರೈತ ಸಂಘದ ಕಾರ್ಯಕರ್ತರು ತಹಶಿಲ್ದಾರ್ ಅವರಿಗೆ ಮನವಿ ಸಲ್ಲಿಸಿದರು. <box>600 1011 766 1074</box>
